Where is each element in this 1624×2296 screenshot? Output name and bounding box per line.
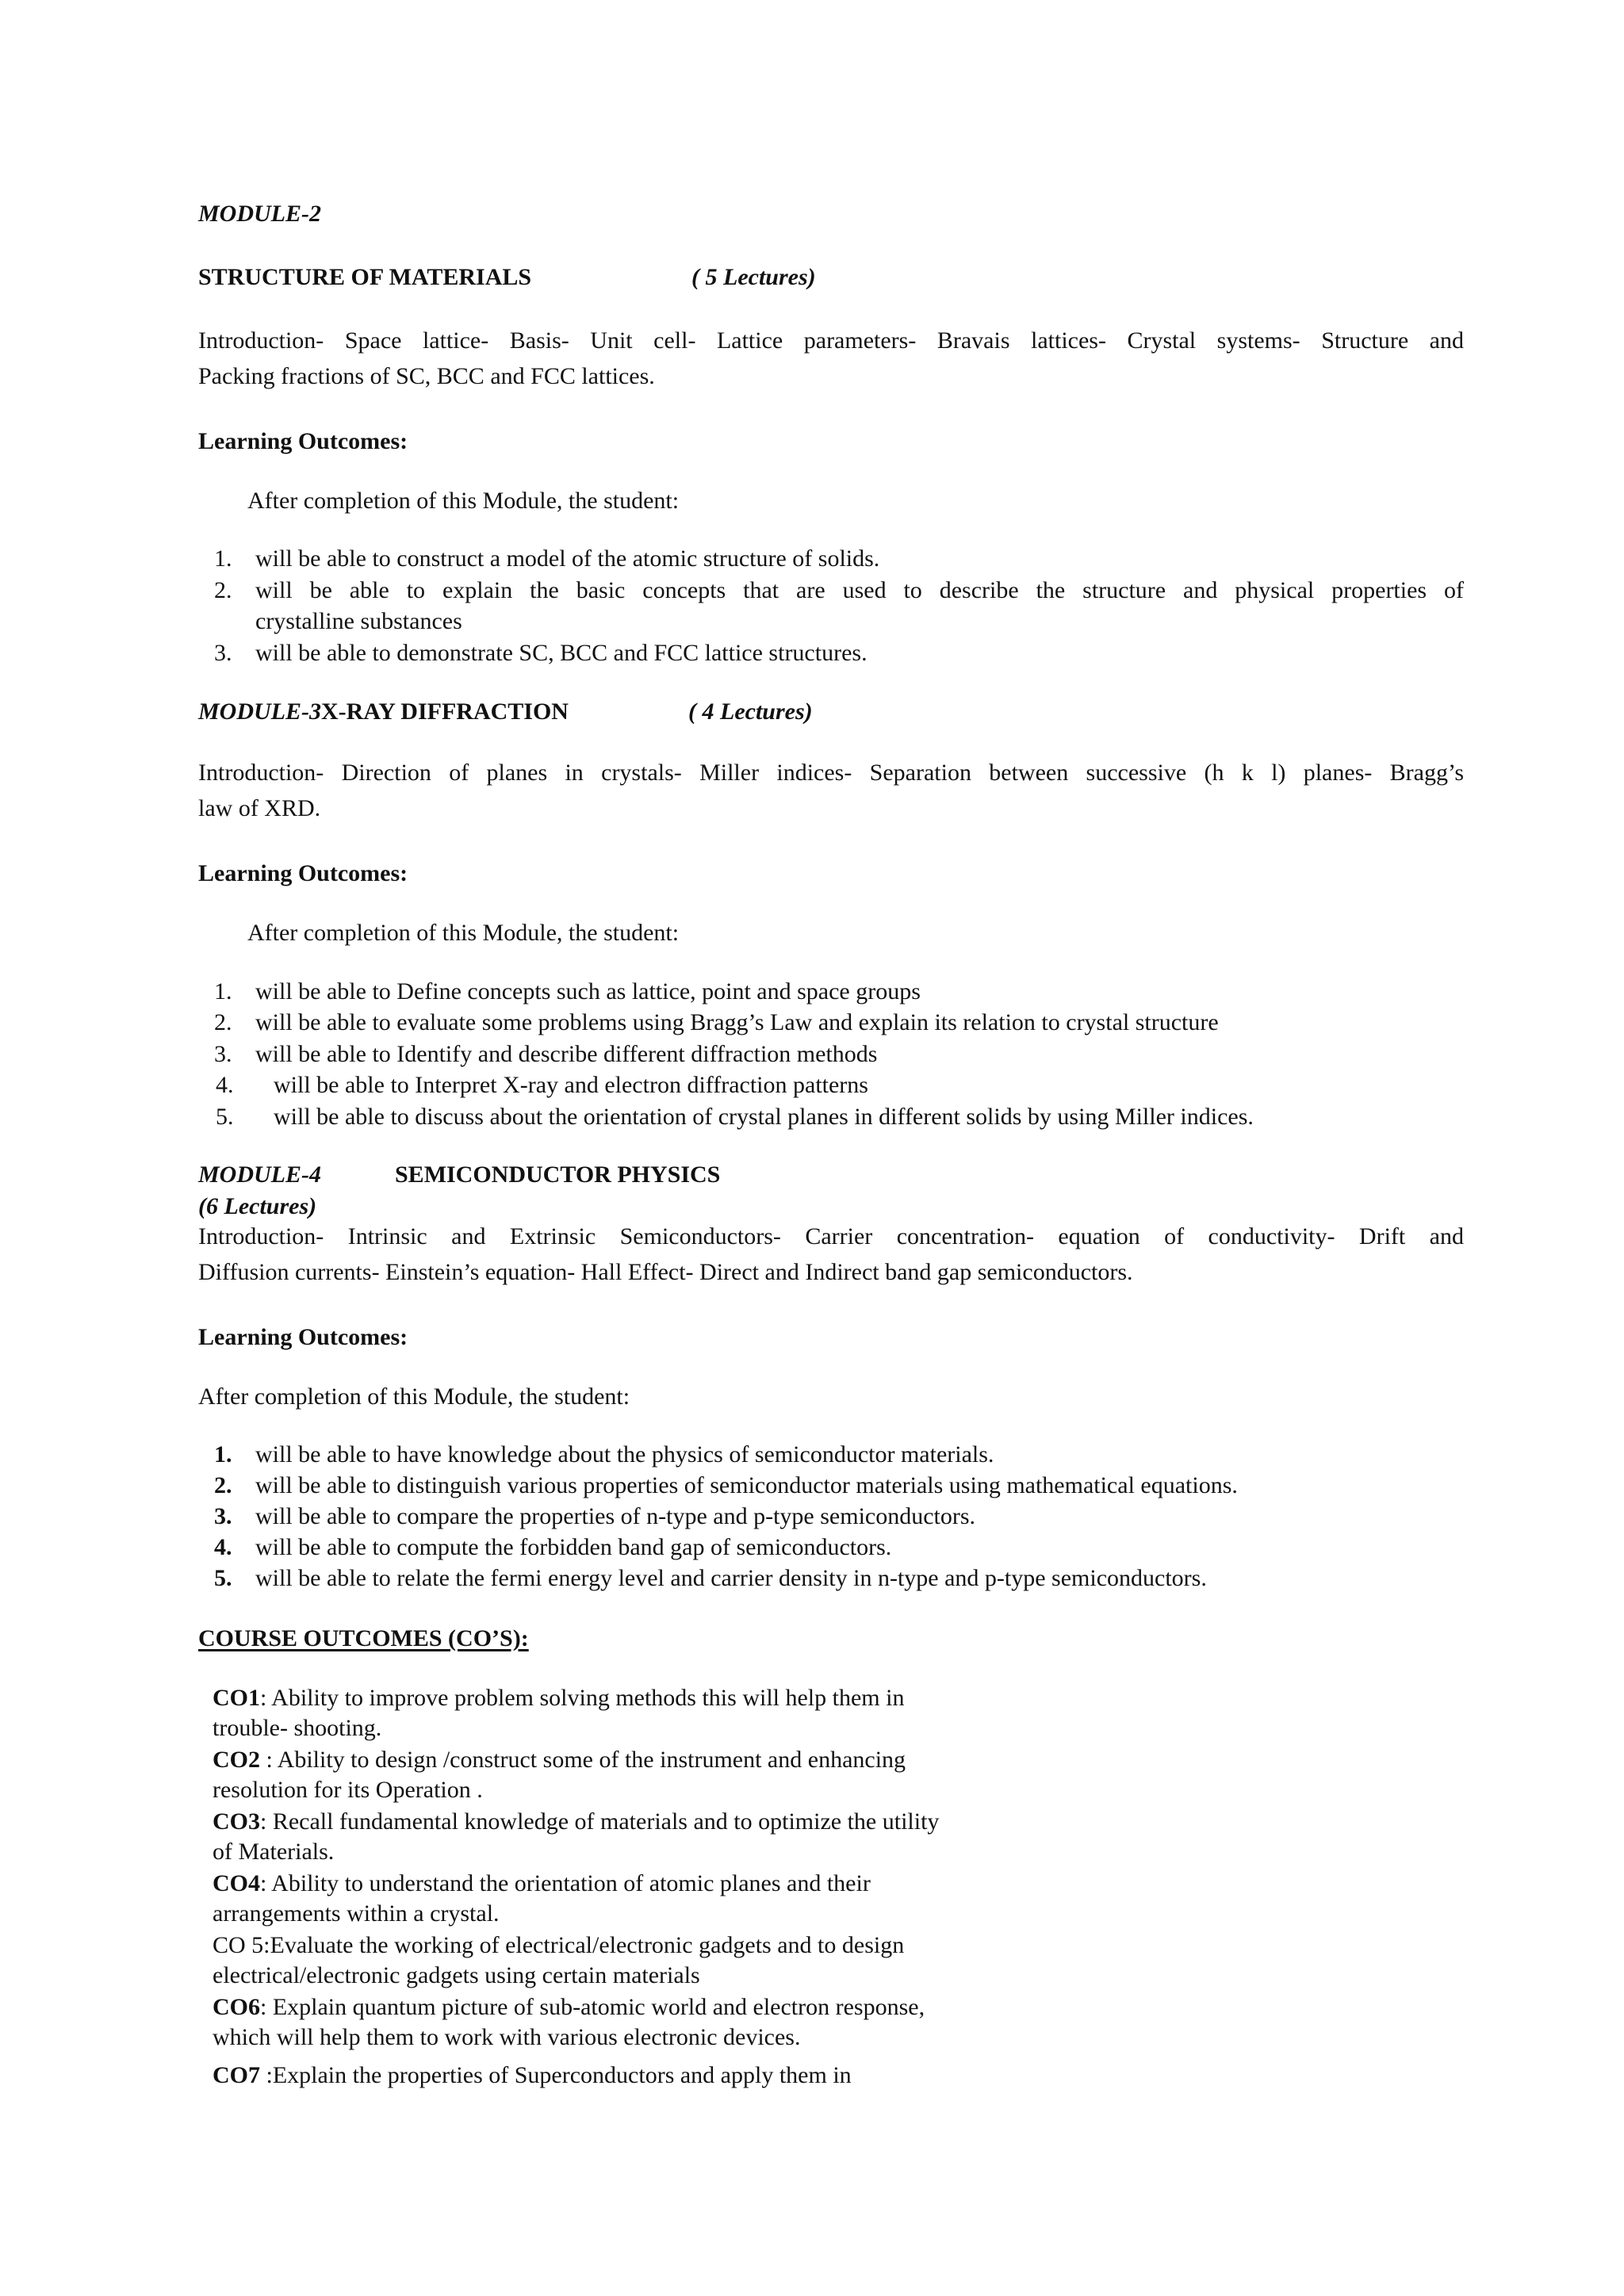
module4-lo-heading: Learning Outcomes: <box>198 1324 408 1350</box>
co-item-cont: of Materials. <box>213 1839 335 1865</box>
module3-heading: MODULE-3 <box>198 698 321 725</box>
co-text: : Explain quantum picture of sub-atomic world and electron response, <box>260 1994 925 2020</box>
module3-outcome-num: 2. <box>214 1009 232 1035</box>
module2-title: STRUCTURE OF MATERIALS <box>198 264 532 290</box>
module4-outcome-num: 1. <box>214 1441 232 1468</box>
co-item-line <box>213 1868 871 1900</box>
co-item-cont: electrical/electronic gadgets using certain materials <box>213 1962 700 1988</box>
course-outcomes-heading: COURSE OUTCOMES (CO’S): <box>198 1625 529 1651</box>
module2-outcome-text: will be able to demonstrate SC, BCC and FCC lattice structures. <box>255 640 868 666</box>
module2-intro-line2: Packing fractions of SC, BCC and FCC lattices. <box>198 363 655 389</box>
module4-outcome-text: will be able to compare the properties of n-type and p-type semiconductors. <box>255 1503 976 1529</box>
co-label: CO2 <box>213 1747 260 1773</box>
co-item-cont: arrangements within a crystal. <box>213 1900 500 1927</box>
co-item-line <box>213 1744 906 1776</box>
module2-lo-intro: After completion of this Module, the student: <box>247 488 680 514</box>
module4-lectures: (6 Lectures) <box>198 1193 317 1219</box>
module2-outcome-text: will be able to construct a model of the atomic structure of solids. <box>255 545 880 572</box>
module2-lo-heading: Learning Outcomes: <box>198 428 408 454</box>
co-text: : Ability to design /construct some of the instrument and enhancing <box>260 1747 906 1773</box>
co-label: CO4 <box>213 1870 260 1896</box>
module4-outcome-text: will be able to compute the forbidden band gap of semiconductors. <box>255 1534 892 1560</box>
co-item-line <box>213 1930 904 1961</box>
module2-outcome-num: 2. <box>214 577 232 603</box>
co-text: CO 5:Evaluate the working of electrical/electronic gadgets and to design <box>213 1932 905 1958</box>
co-item-cont: resolution for its Operation . <box>213 1777 483 1803</box>
module3-outcome-text: will be able to discuss about the orientation of crystal planes in different solids by using Miller indices. <box>274 1104 1254 1130</box>
module4-outcome-text: will be able to relate the fermi energy level and carrier density in n-type and p-type semiconductors. <box>255 1565 1207 1591</box>
module3-outcome-num: 5. <box>216 1104 234 1130</box>
module4-outcome-num: 3. <box>214 1503 232 1529</box>
co-label: CO6 <box>213 1994 260 2020</box>
co-text: : Ability to understand the orientation of atomic planes and their <box>260 1870 871 1896</box>
module3-outcome-text: will be able to Identify and describe different diffraction methods <box>255 1041 878 1067</box>
module2-outcome-text: will be able to explain the basic concepts that are used to describe the structure and physical properties of <box>255 577 1464 603</box>
co-item-cont: trouble- shooting. <box>213 1715 382 1741</box>
module4-outcome-num: 4. <box>214 1534 232 1560</box>
module3-lectures: ( 4 Lectures) <box>688 698 813 725</box>
module4-heading: MODULE-4 <box>198 1161 321 1188</box>
co-label: CO7 <box>213 2062 260 2088</box>
co-label: CO1 <box>213 1685 260 1711</box>
module4-outcome-num: 2. <box>214 1472 232 1498</box>
module4-outcome-text: will be able to distinguish various properties of semiconductor materials using mathematical equations. <box>255 1472 1238 1498</box>
module3-outcome-text: will be able to Define concepts such as lattice, point and space groups <box>255 978 921 1004</box>
module2-outcome-num: 3. <box>214 640 232 666</box>
module4-lo-intro: After completion of this Module, the student: <box>198 1383 630 1410</box>
module4-intro-line1: Introduction- Intrinsic and Extrinsic Semiconductors- Carrier concentration- equation of conductivity- Drift and <box>198 1223 1464 1249</box>
co-item-line <box>213 1992 925 2023</box>
co-item-line <box>213 2060 852 2091</box>
module2-lectures: ( 5 Lectures) <box>691 264 816 290</box>
module4-outcome-num: 5. <box>214 1565 232 1591</box>
module2-outcome-num: 1. <box>214 545 232 572</box>
co-text: : Recall fundamental knowledge of materials and to optimize the utility <box>260 1808 940 1835</box>
co-text: : Ability to improve problem solving methods this will help them in <box>260 1685 905 1711</box>
module3-heading-line <box>198 696 569 728</box>
module3-outcome-num: 1. <box>214 978 232 1004</box>
co-item-line <box>213 1682 904 1714</box>
module3-outcome-num: 4. <box>216 1072 234 1098</box>
module3-title: X-RAY DIFFRACTION <box>321 698 569 725</box>
co-item-cont: which will help them to work with various electronic devices. <box>213 2024 801 2050</box>
module4-outcome-text: will be able to have knowledge about the physics of semiconductor materials. <box>255 1441 994 1468</box>
module3-outcome-text: will be able to Interpret X-ray and electron diffraction patterns <box>274 1072 868 1098</box>
module2-outcome-text-cont: crystalline substances <box>255 608 462 634</box>
co-text: :Explain the properties of Superconductors and apply them in <box>260 2062 852 2088</box>
module2-intro-line1: Introduction- Space lattice- Basis- Unit cell- Lattice parameters- Bravais lattices- Crystal systems- Structure and <box>198 327 1464 354</box>
co-label: CO3 <box>213 1808 260 1835</box>
module3-lo-intro: After completion of this Module, the student: <box>247 920 680 946</box>
module3-lo-heading: Learning Outcomes: <box>198 860 408 886</box>
module4-title: SEMICONDUCTOR PHYSICS <box>395 1161 721 1188</box>
module2-heading: MODULE-2 <box>198 201 321 227</box>
co-item-line <box>213 1806 939 1838</box>
module3-outcome-num: 3. <box>214 1041 232 1067</box>
module3-intro-line2: law of XRD. <box>198 795 321 821</box>
module3-outcome-text: will be able to evaluate some problems using Bragg’s Law and explain its relation to crystal structure <box>255 1009 1219 1035</box>
module3-intro-line1: Introduction- Direction of planes in crystals- Miller indices- Separation between successive (h k l) planes- Bragg’s <box>198 760 1464 786</box>
module4-intro-line2: Diffusion currents- Einstein’s equation- Hall Effect- Direct and Indirect band gap semiconductors. <box>198 1259 1133 1285</box>
